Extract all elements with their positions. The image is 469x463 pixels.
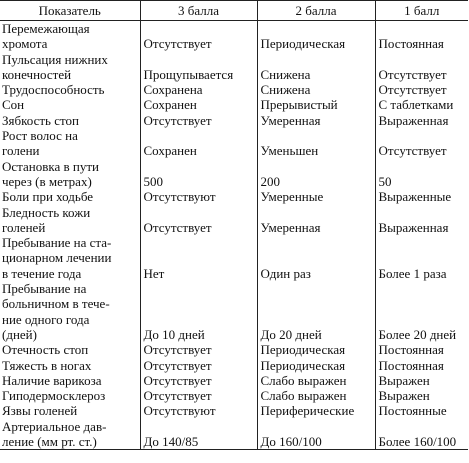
score-2-cell: Умеренная xyxy=(257,113,375,128)
score-2-cell: До 20 дней xyxy=(257,281,375,342)
score-1-cell: Отсутствует xyxy=(375,128,468,159)
indicator-cell: Боли при ходьбе xyxy=(2,189,94,205)
indicator-cell: Остановка в пути через (в метрах) xyxy=(2,158,99,189)
table-row xyxy=(0,159,468,190)
score-1-cell: Выраженная xyxy=(375,113,468,128)
header-score-1: 1 балл xyxy=(375,1,468,21)
score-3-cell: Отсутствует xyxy=(140,388,257,403)
indicator-cell: Бледность кожи голеней xyxy=(2,204,91,235)
score-3-cell: Нет xyxy=(140,235,257,281)
indicator-cell: Перемежающая хромота xyxy=(2,21,90,52)
score-1-cell: Постоянная xyxy=(375,342,468,357)
score-2-cell: Слабо выражен xyxy=(257,388,375,403)
score-2-cell: Снижена xyxy=(257,52,375,83)
score-2-cell: Умеренные xyxy=(257,189,375,204)
score-1-cell: Постоянная xyxy=(375,21,468,52)
table-row xyxy=(0,373,468,388)
score-2-cell: Уменьшен xyxy=(257,128,375,159)
score-1-cell: Отсутствует xyxy=(375,82,468,97)
score-2-cell: 200 xyxy=(257,159,375,190)
header-score-3: 3 балла xyxy=(140,1,257,21)
score-1-cell: Выраженные xyxy=(375,189,468,204)
score-1-cell: Выраженная xyxy=(375,205,468,236)
header-indicator: Показатель xyxy=(0,1,140,21)
indicator-cell: Тяжесть в ногах xyxy=(2,357,92,373)
score-2-cell: Периферические xyxy=(257,403,375,418)
score-3-cell: Отсутствует xyxy=(140,342,257,357)
score-1-cell: 50 xyxy=(375,159,468,190)
indicator-cell: Рост волос на голени xyxy=(2,128,78,159)
table-row xyxy=(0,97,468,112)
score-2-cell: Прерывистый xyxy=(257,97,375,112)
score-1-cell: Постоянная xyxy=(375,358,468,373)
table-row xyxy=(0,235,468,281)
score-1-cell: Отсутствует xyxy=(375,52,468,83)
table-row xyxy=(0,281,468,342)
indicator-cell: Пребывание на ста- ционарном лечении в течение года xyxy=(2,235,112,281)
header-score-2: 2 балла xyxy=(257,1,375,21)
table-row xyxy=(0,388,468,403)
indicator-cell: Отечность стоп xyxy=(2,342,89,358)
score-2-cell: Снижена xyxy=(257,82,375,97)
header-row xyxy=(0,1,468,21)
table-row xyxy=(0,128,468,159)
score-3-cell: 500 xyxy=(140,159,257,190)
indicator-cell: Артериальное дав- ление (мм рт. ст.) xyxy=(0,419,140,450)
table-row xyxy=(0,419,468,450)
score-2-cell: Умеренная xyxy=(257,205,375,236)
score-1-cell: Постоянные xyxy=(375,403,468,418)
table-row xyxy=(0,403,468,418)
score-1-cell: Выражен xyxy=(375,388,468,403)
score-1-cell: Выражен xyxy=(375,373,468,388)
score-2-cell: До 160/100 xyxy=(257,419,375,450)
score-3-cell: Отсутствует xyxy=(140,21,257,52)
indicator-cell: Пребывание на больничном в тече- ние одного года (дней) xyxy=(2,281,110,342)
table-row xyxy=(0,189,468,204)
score-3-cell: Сохранен xyxy=(140,97,257,112)
score-1-cell: Более 20 дней xyxy=(375,281,468,342)
score-3-cell: До 10 дней xyxy=(140,281,257,342)
score-1-cell: Более 160/100 xyxy=(375,419,468,450)
score-3-cell: Отсутствуют xyxy=(140,403,257,418)
score-2-cell: Периодическая xyxy=(257,342,375,357)
indicator-cell: Сон xyxy=(2,97,25,113)
score-2-cell: Периодическая xyxy=(257,21,375,52)
indicator-cell: Язвы голеней xyxy=(2,403,78,419)
table-row xyxy=(0,205,468,236)
score-3-cell: Отсутствует xyxy=(140,358,257,373)
table-row xyxy=(0,342,468,357)
score-3-cell: Отсутствует xyxy=(140,373,257,388)
table-row xyxy=(0,358,468,373)
score-2-cell: Один раз xyxy=(257,235,375,281)
score-2-cell: Слабо выражен xyxy=(257,373,375,388)
score-3-cell: Сохранена xyxy=(140,82,257,97)
indicator-cell: Гиподермосклероз xyxy=(2,388,106,404)
indicator-cell: Пульсация нижних конечностей xyxy=(2,51,108,82)
table-header xyxy=(0,1,468,21)
score-3-cell: Отсутствует xyxy=(140,113,257,128)
score-2-cell: Периодическая xyxy=(257,358,375,373)
score-3-cell: До 140/85 xyxy=(140,419,257,450)
indicator-cell: Зябкость стоп xyxy=(2,112,79,128)
table-row xyxy=(0,113,468,128)
score-3-cell: Отсутствуют xyxy=(140,189,257,204)
table-row xyxy=(0,82,468,97)
score-3-cell: Прощупывается xyxy=(140,52,257,83)
indicator-cell: Наличие варикоза xyxy=(2,372,102,388)
indicator-cell: Трудоспособность xyxy=(2,82,105,98)
score-3-cell: Отсутствует xyxy=(140,205,257,236)
score-1-cell: Более 1 раза xyxy=(375,235,468,281)
table-row xyxy=(0,21,468,52)
score-3-cell: Сохранен xyxy=(140,128,257,159)
table-row xyxy=(0,52,468,83)
score-1-cell: С таблетками xyxy=(375,97,468,112)
table-body xyxy=(0,21,468,450)
